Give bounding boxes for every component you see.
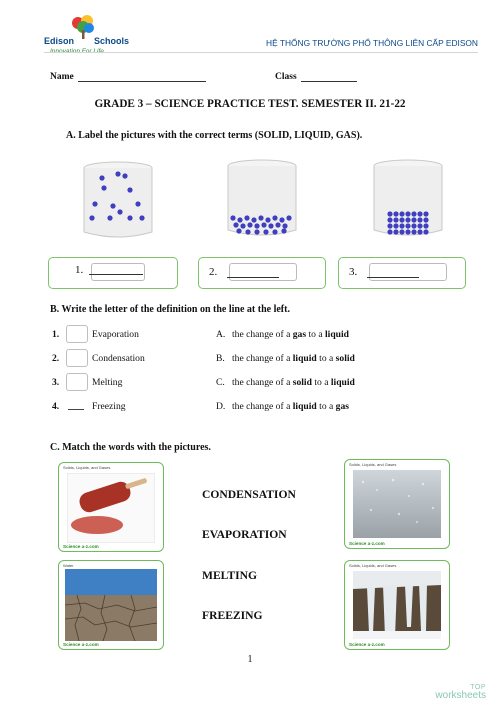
word-melting: MELTING — [202, 569, 257, 582]
section-b-heading: B. Write the letter of the definition on the line at the left. — [50, 304, 290, 315]
row-number: 3. — [52, 377, 60, 388]
name-field — [50, 72, 206, 82]
class-label: Class — [275, 72, 297, 82]
name-line[interactable] — [78, 72, 206, 82]
answer-underline — [367, 277, 419, 278]
letter-answer-line[interactable] — [68, 409, 84, 410]
liquid-beaker-image — [224, 158, 300, 238]
answer-input[interactable] — [229, 263, 297, 281]
definition-letter: A. — [216, 329, 226, 340]
name-label: Name — [50, 72, 74, 82]
row-term: Freezing — [92, 401, 126, 412]
definition-text: the change of a solid to a liquid — [232, 377, 355, 388]
definition-row-3 — [52, 377, 472, 391]
definition-letter: C. — [216, 377, 225, 388]
watermark-line1: TOP — [470, 684, 486, 691]
letter-answer-box[interactable] — [66, 349, 88, 367]
answer-input[interactable] — [369, 263, 447, 281]
answer-box-3 — [338, 257, 466, 289]
solid-beaker-image — [370, 158, 446, 238]
frozen-waterfall-image — [353, 571, 441, 639]
picture-brand: Science a-z.com — [349, 541, 385, 546]
answer-underline — [89, 274, 143, 275]
picture-brand: Science a-z.com — [349, 642, 385, 647]
word-evaporation: EVAPORATION — [202, 528, 287, 541]
melting-popsicle-picture[interactable] — [58, 462, 164, 552]
cracked-earth-image — [65, 569, 157, 641]
answer-number: 3. — [349, 266, 358, 278]
word-freezing: FREEZING — [202, 609, 263, 622]
row-number: 1. — [52, 329, 60, 340]
condensation-window-picture[interactable] — [344, 459, 450, 549]
letter-answer-box[interactable] — [66, 325, 88, 343]
freezing-waterfall-picture[interactable] — [344, 560, 450, 650]
logo-word-schools: Schools — [94, 36, 130, 46]
definition-row-1 — [52, 329, 472, 343]
definition-letter: D. — [216, 401, 226, 412]
popsicle-image — [67, 473, 155, 543]
picture-caption: Solids, Liquids, and Gases — [349, 563, 397, 568]
answer-underline — [227, 277, 279, 278]
test-title: GRADE 3 – SCIENCE PRACTICE TEST. SEMESTER II. 21-22 — [94, 98, 406, 110]
word-condensation: CONDENSATION — [202, 488, 296, 501]
answer-number: 2. — [209, 266, 218, 278]
row-term: Melting — [92, 377, 123, 388]
class-field — [275, 72, 357, 82]
picture-caption: Water — [63, 563, 74, 568]
definition-row-2 — [52, 353, 472, 367]
gas-beaker-image — [80, 160, 156, 240]
picture-brand: Science a-z.com — [63, 544, 99, 549]
answer-input[interactable] — [91, 263, 145, 281]
definition-text: the change of a gas to a liquid — [232, 329, 349, 340]
header-divider — [44, 52, 478, 53]
answer-box-2 — [198, 257, 326, 289]
page-number: 1 — [247, 654, 253, 665]
picture-caption: Solids, Liquids, and Gases — [63, 465, 111, 470]
row-number: 2. — [52, 353, 60, 364]
definition-letter: B. — [216, 353, 225, 364]
section-a-heading: A. Label the pictures with the correct terms (SOLID, LIQUID, GAS). — [66, 130, 363, 141]
answer-box-1 — [48, 257, 178, 289]
row-term: Evaporation — [92, 329, 139, 340]
letter-answer-box[interactable] — [66, 373, 88, 391]
school-system-name: HỆ THỐNG TRƯỜNG PHỔ THÔNG LIÊN CẤP EDISON — [266, 38, 478, 48]
foggy-window-image — [353, 470, 441, 538]
class-line[interactable] — [301, 72, 357, 82]
row-number: 4. — [52, 401, 60, 412]
picture-caption: Solids, Liquids, and Gases — [349, 462, 397, 467]
definition-text: the change of a liquid to a gas — [232, 401, 349, 412]
answer-number: 1. — [75, 264, 84, 276]
definition-text: the change of a liquid to a solid — [232, 353, 355, 364]
section-c-heading: C. Match the words with the pictures. — [50, 442, 211, 453]
logo-word-edison: Edison — [44, 36, 75, 46]
evaporation-dry-ground-picture[interactable] — [58, 560, 164, 650]
definition-row-4 — [52, 401, 472, 415]
row-term: Condensation — [92, 353, 145, 364]
watermark-line2: worksheets — [435, 690, 486, 701]
picture-brand: Science a-z.com — [63, 642, 99, 647]
topworksheets-watermark — [435, 684, 486, 701]
